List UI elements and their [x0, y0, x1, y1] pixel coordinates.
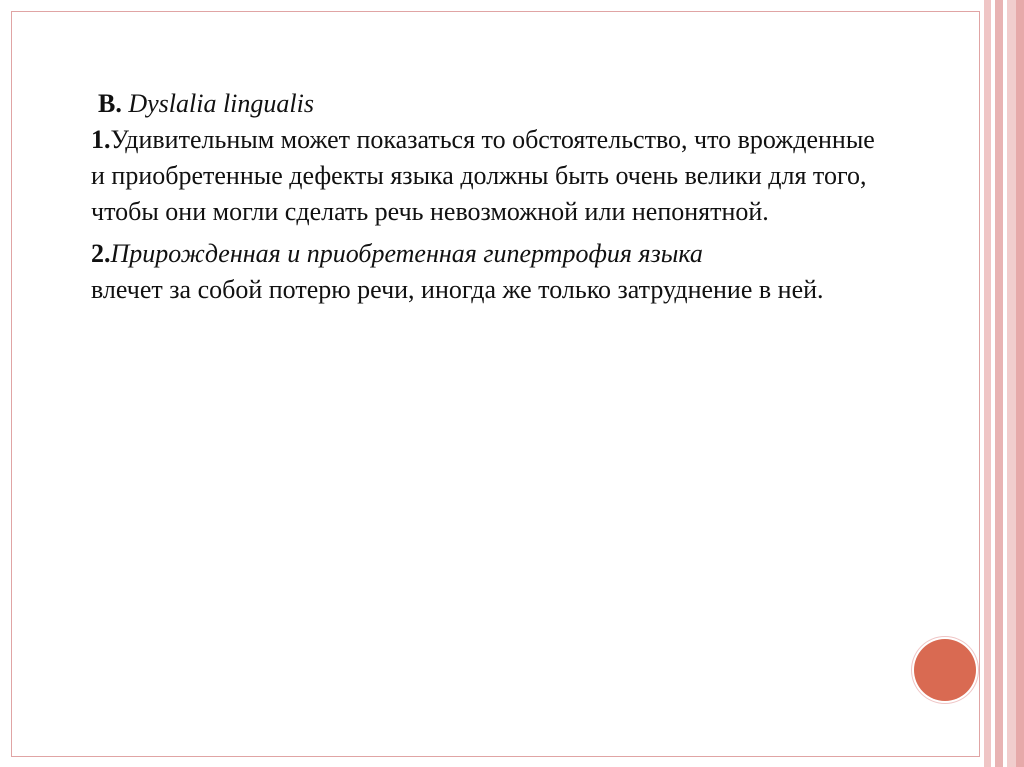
decorative-stripe — [1007, 0, 1016, 767]
paragraph-lead-italic: Прирожденная и приобретенная гипертрофия языка — [110, 239, 703, 268]
paragraph-text: влечет за собой потерю речи, иногда же только затруднение в ней. — [91, 275, 824, 304]
decorative-stripe — [995, 0, 1003, 767]
paragraph-1 — [91, 122, 891, 230]
paragraph-2 — [91, 236, 891, 308]
paragraph-number: 2. — [91, 239, 111, 268]
paragraph-number: 1. — [91, 125, 111, 154]
decorative-stripe — [984, 0, 991, 767]
heading-letter: B. — [98, 89, 122, 118]
decorative-circle — [914, 639, 976, 701]
decorative-stripe — [1016, 0, 1024, 767]
slide-heading — [98, 86, 891, 122]
slide-content — [91, 86, 891, 308]
paragraph-text: Удивительным может показаться то обстоятельство, что врожденные и приобретенные дефекты языка должны быть очень велики для того, чтобы они могли сделать речь невозможной или непонятной. — [91, 125, 875, 226]
heading-term: Dyslalia lingualis — [128, 89, 314, 118]
